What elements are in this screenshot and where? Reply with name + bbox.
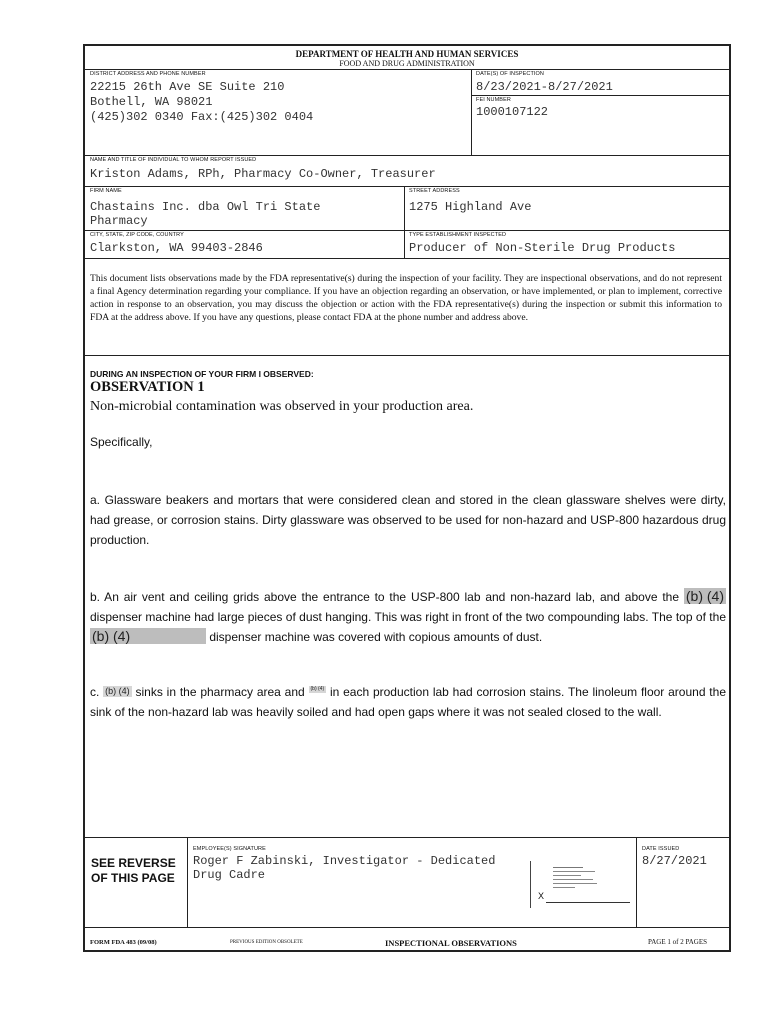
redaction-box: (b) (4) <box>685 588 724 604</box>
dates-of-inspection: 8/23/2021-8/27/2021 <box>476 80 613 94</box>
street-label: STREET ADDRESS <box>409 188 460 194</box>
observation-title: OBSERVATION 1 <box>90 379 205 395</box>
disclaimer-text: This document lists observations made by the FDA representative(s) during the inspection of your facility. They are inspectional observations, and do not represent a final Agency determination regarding your compliance. If you have an objection regarding an observation, or have implemented, or plan to implement, corrective action in response to an observation, you may discuss the objection or action with the FDA representative(s) during the inspection or submit this information to FDA at the address above. If you have any questions, please contact FDA at the phone number and address above. <box>90 273 722 323</box>
redaction-box: (b) (4) <box>105 686 130 696</box>
observation-item-a: a. Glassware beakers and mortars that were considered clean and stored in the clean glassware shelves were dirty, had grease, or corrosion stains. Dirty glassware was observed to be used for non-hazard and USP-800 hazardous drug production. <box>90 493 726 547</box>
observation-summary: Non-microbial contamination was observed in your production area. <box>90 399 474 414</box>
employee-name-line1: Roger F Zabinski, Investigator - Dedicated <box>193 854 496 868</box>
city-label: CITY, STATE, ZIP CODE, COUNTRY <box>90 232 184 238</box>
signature-x-mark: X <box>538 891 545 901</box>
observation-item-b: b. An air vent and ceiling grids above the entrance to the USP-800 lab and non-hazard lab, and above the (b) (4) dispenser machine had large pieces of dust hanging. This was right in front of the two compounding labs. The top of the(b) (4) dispenser machine was covered with copious amounts of dust. <box>90 588 726 644</box>
name-title: Kriston Adams, RPh, Pharmacy Co-Owner, Treasurer <box>90 167 436 181</box>
previous-edition-note: PREVIOUS EDITION OBSOLETE <box>230 940 303 945</box>
observation-item-c: c. (b) (4) sinks in the pharmacy area and (b) (4) in each production lab had corrosion stains. The linoleum floor around the sink of the non-hazard lab was heavily soiled and had open gaps where it was not sealed closed to the wall. <box>90 685 726 719</box>
type-label: TYPE ESTABLISHMENT INSPECTED <box>409 232 507 238</box>
fda-483-form <box>83 44 731 952</box>
firm-name-line2: Pharmacy <box>90 214 148 228</box>
redaction-box: (b) (4) <box>90 628 206 644</box>
redaction-box: (b) (4) <box>310 686 325 692</box>
district-address-line1: 22215 26th Ave SE Suite 210 <box>90 80 285 94</box>
observation-intro: DURING AN INSPECTION OF YOUR FIRM I OBSERVED: <box>90 369 314 379</box>
page-number: PAGE 1 of 2 PAGES <box>648 938 707 946</box>
firm-name-line1: Chastains Inc. dba Owl Tri State <box>90 200 321 214</box>
firm-label: FIRM NAME <box>90 188 122 194</box>
city-state-zip: Clarkston, WA 99403-2846 <box>90 241 263 255</box>
employee-signature-label: EMPLOYEE(S) SIGNATURE <box>193 846 266 852</box>
department-heading: DEPARTMENT OF HEALTH AND HUMAN SERVICES <box>295 49 519 59</box>
date-issued: 8/27/2021 <box>642 854 707 868</box>
agency-heading: FOOD AND DRUG ADMINISTRATION <box>339 59 475 68</box>
employee-name-line2: Drug Cadre <box>193 868 266 882</box>
date-issued-label: DATE ISSUED <box>642 846 680 852</box>
district-phone: (425)302 0340 Fax:(425)302 0404 <box>90 110 314 124</box>
dates-label: DATE(S) OF INSPECTION <box>476 71 545 77</box>
fei-number: 1000107122 <box>476 105 549 119</box>
fei-label: FEI NUMBER <box>476 97 511 103</box>
form-title: INSPECTIONAL OBSERVATIONS <box>385 938 517 948</box>
digital-signature-image <box>528 858 630 908</box>
district-label: DISTRICT ADDRESS AND PHONE NUMBER <box>90 71 206 77</box>
district-address-line2: Bothell, WA 98021 <box>90 95 213 109</box>
form-number: FORM FDA 483 (09/08) <box>90 939 157 946</box>
name-label: NAME AND TITLE OF INDIVIDUAL TO WHOM REPORT ISSUED <box>90 157 257 163</box>
see-reverse-notice: SEE REVERSE OF THIS PAGE <box>91 856 176 885</box>
specifically-label: Specifically, <box>90 435 153 449</box>
street-address: 1275 Highland Ave <box>409 200 532 214</box>
establishment-type: Producer of Non-Sterile Drug Products <box>409 241 676 255</box>
